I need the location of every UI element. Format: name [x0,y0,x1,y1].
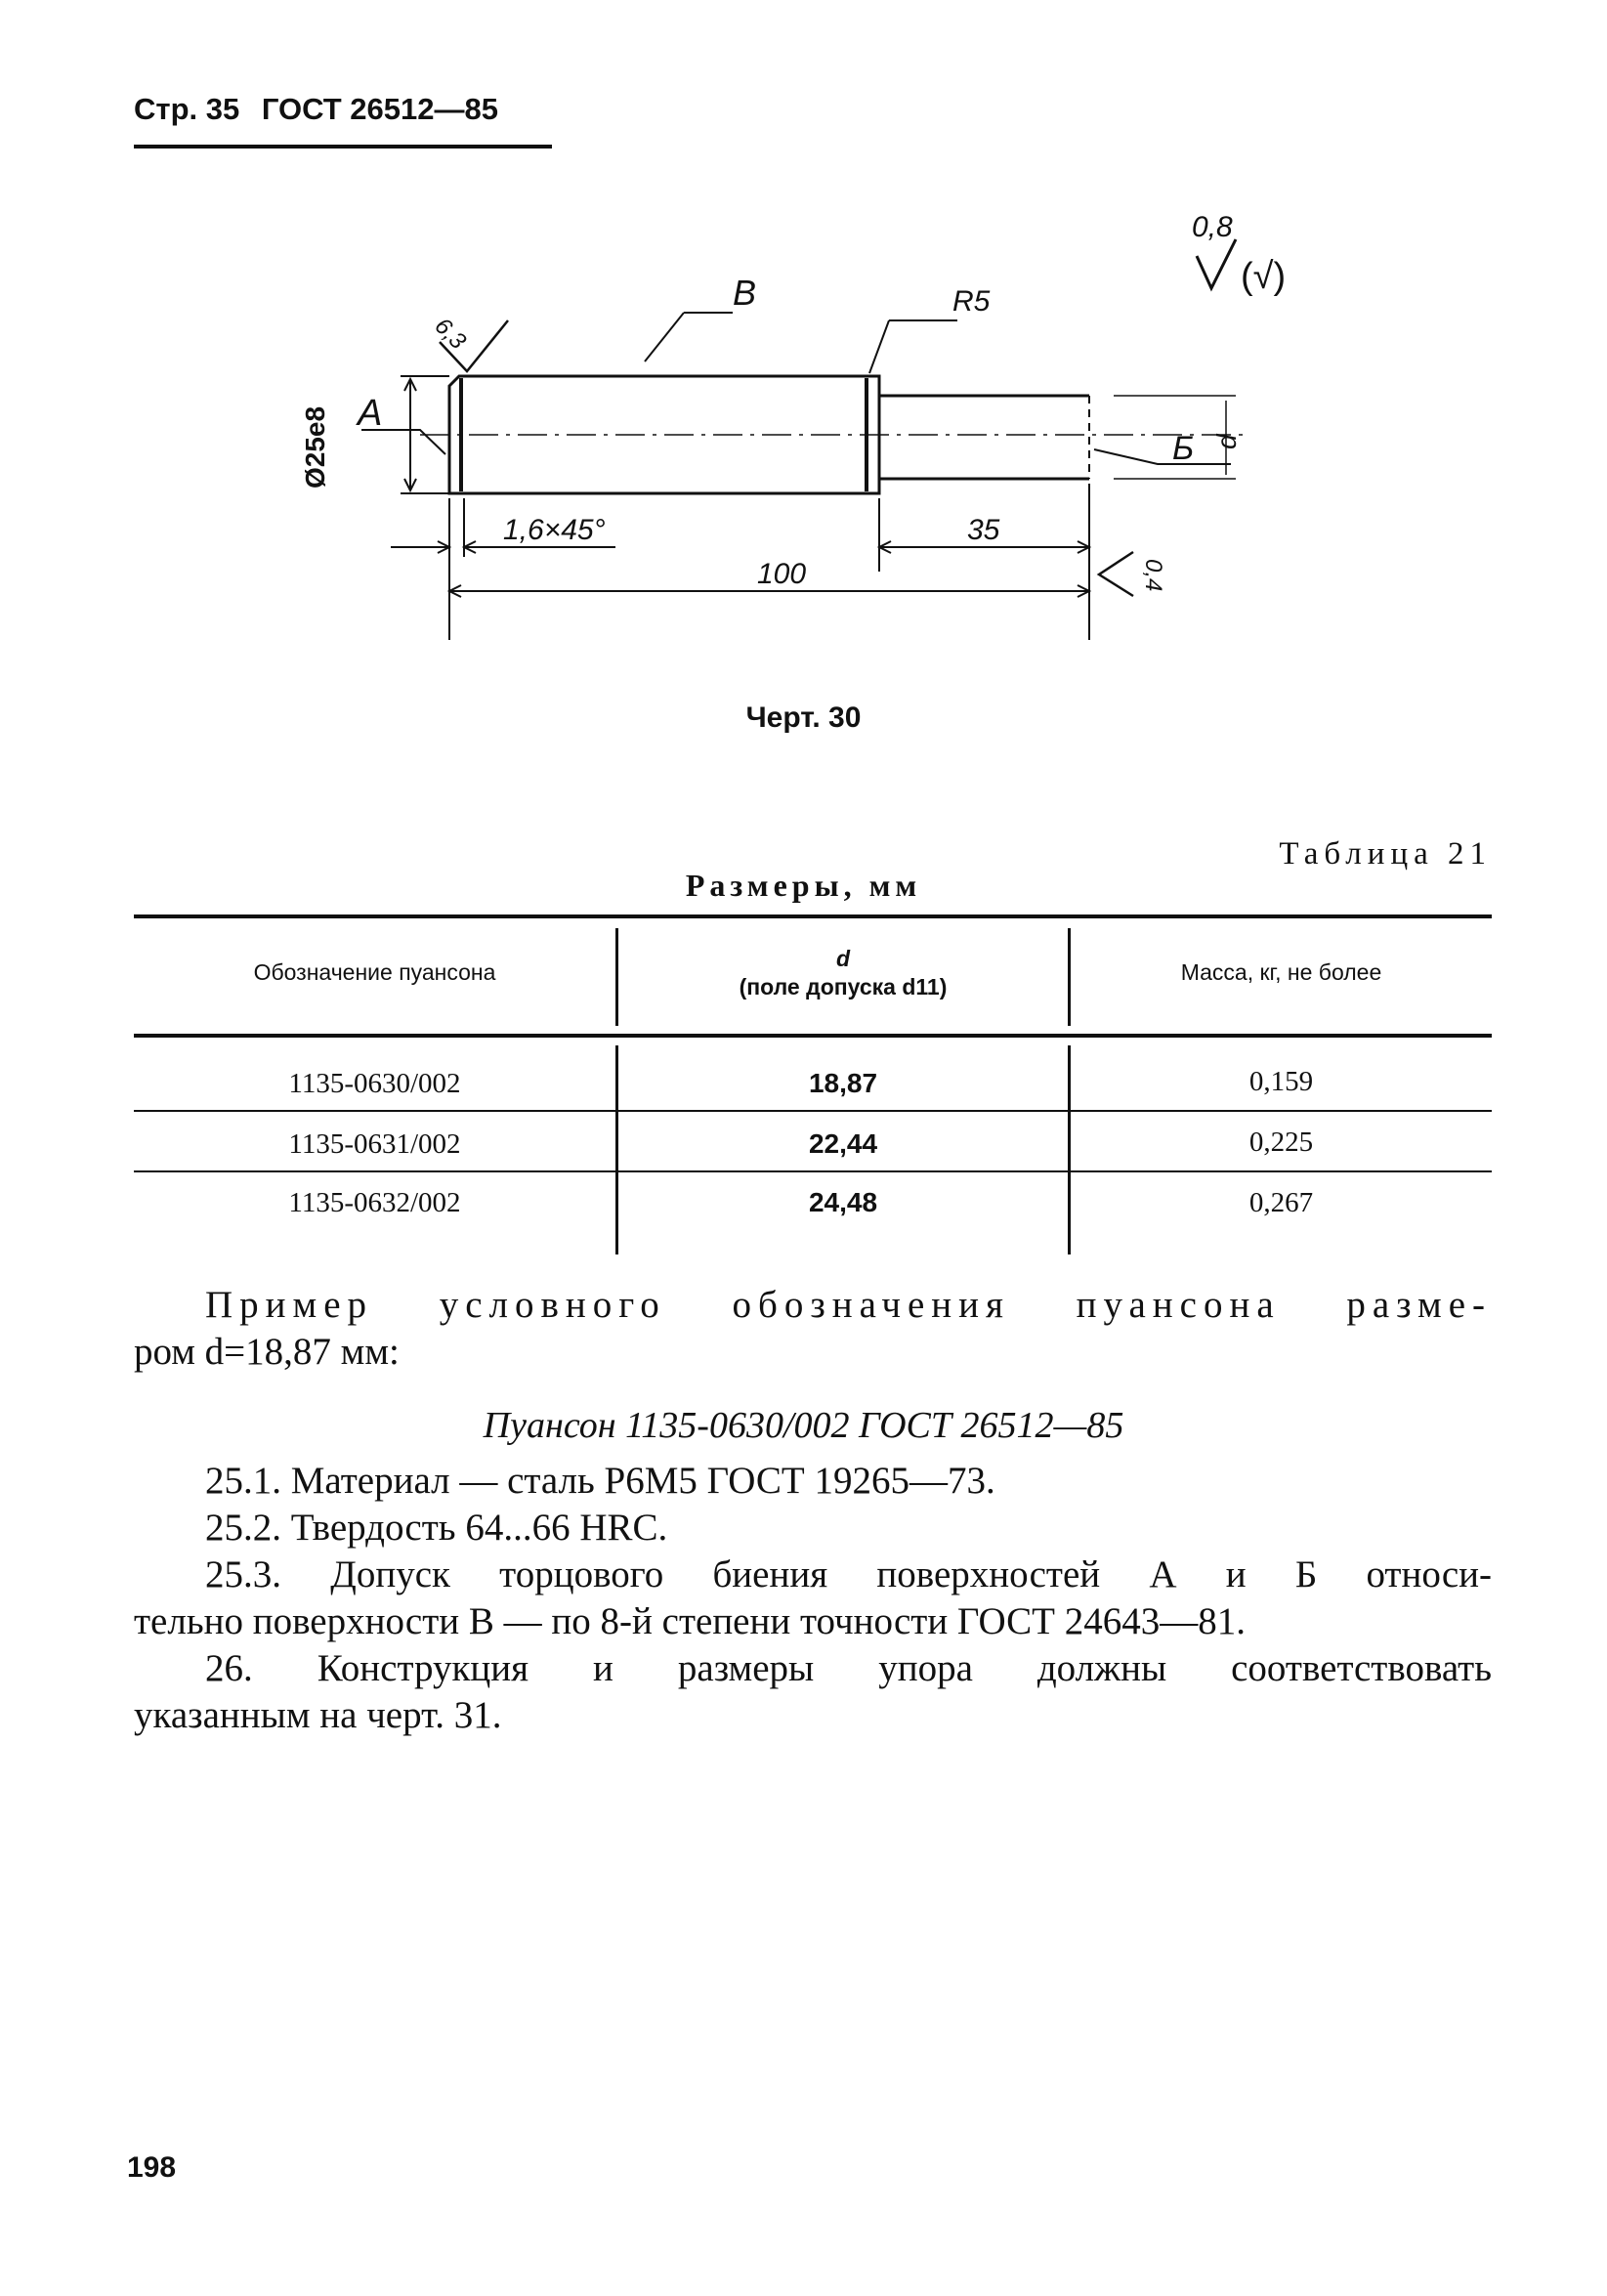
diameter-label: Ø25е8 [300,405,330,489]
paragraph-25-3-line-2: тельно поверхности В — по 8-й степени точности ГОСТ 24643—81. [134,1600,1246,1642]
header-designation: Обозначение пуансона [253,959,496,985]
roughness-main-mark [1197,239,1236,288]
radius-label: R5 [952,285,991,318]
table-row-3-mass: 0,267 [1248,1187,1314,1218]
roughness-end-label: 0,4 [1140,559,1166,592]
header-mass: Масса, кг, не более [1180,959,1382,985]
roughness-chamfer-label: 6,3 [429,313,472,355]
table-row-3-designation: 1135-0632/002 [288,1187,461,1218]
table-top-rule [134,914,1492,918]
page-number: 198 [127,2151,177,2184]
example-designation: Пуансон 1135-0630/002 ГОСТ 26512—85 [483,1405,1124,1446]
table-header-rule [134,1034,1492,1038]
example-intro [134,1282,1492,1376]
figure-caption: Черт. 30 [745,702,862,734]
row-rule-2 [134,1170,1492,1172]
length-35-label: 35 [967,514,1000,546]
paragraph-25-1: 25.1. Материал — сталь Р6М5 ГОСТ 19265—73. [205,1460,995,1502]
leader-r5 [869,320,957,373]
table-row-2-mass: 0,225 [1248,1127,1314,1158]
shank-outline [879,396,1089,479]
paragraph-25-2: 25.2. Твердость 64...66 HRC. [205,1507,668,1549]
leader-v [645,313,733,361]
table-row-1-designation: 1135-0630/002 [288,1068,461,1099]
header-d-note: (поле допуска d11) [739,974,948,999]
header-d-symbol: d [835,946,851,971]
punch-drawing-svg [274,195,1377,645]
table-row-2-designation: 1135-0631/002 [288,1128,461,1160]
chamfer-label: 1,6×45° [503,514,606,546]
technical-drawing [274,195,1377,645]
example-intro-line-1: Пример условного обозначения пуансона разме- [205,1284,1492,1326]
length-100-label: 100 [757,558,807,590]
standard-label: ГОСТ 26512—85 [261,92,498,126]
dimensions-table [134,914,1492,1256]
roughness-other-label: (√) [1241,256,1287,297]
roughness-end-mark [1099,552,1133,596]
leader-b [1094,449,1231,464]
table-title: Размеры, мм [685,868,922,903]
example-intro-line-2: ром d=18,87 мм: [134,1331,400,1373]
table-row-1-d: 18,87 [808,1068,878,1098]
surface-a-label: А [358,393,383,434]
paragraph-26-line-2: указанным на черт. 31. [134,1694,502,1736]
requirements-text [134,1458,1492,1739]
row-rule-1 [134,1110,1492,1112]
table-row-1-mass: 0,159 [1248,1066,1314,1097]
page-header [134,90,552,149]
surface-b-label: Б [1172,430,1195,467]
roughness-main-label: 0,8 [1192,211,1233,243]
paragraph-26-line-1: 26. Конструкция и размеры упора должны соответствовать [205,1647,1492,1689]
page-label: Стр. 35 [134,92,240,126]
d-label: d [1211,434,1242,449]
paragraph-25-3-line-1: 25.3. Допуск торцового биения поверхностей А и Б относи- [205,1553,1492,1595]
table-row-3-d: 24,48 [808,1187,878,1217]
table-number: Таблица 21 [1279,836,1492,872]
surface-v-label: В [733,273,757,313]
table-row-2-d: 22,44 [808,1128,878,1159]
